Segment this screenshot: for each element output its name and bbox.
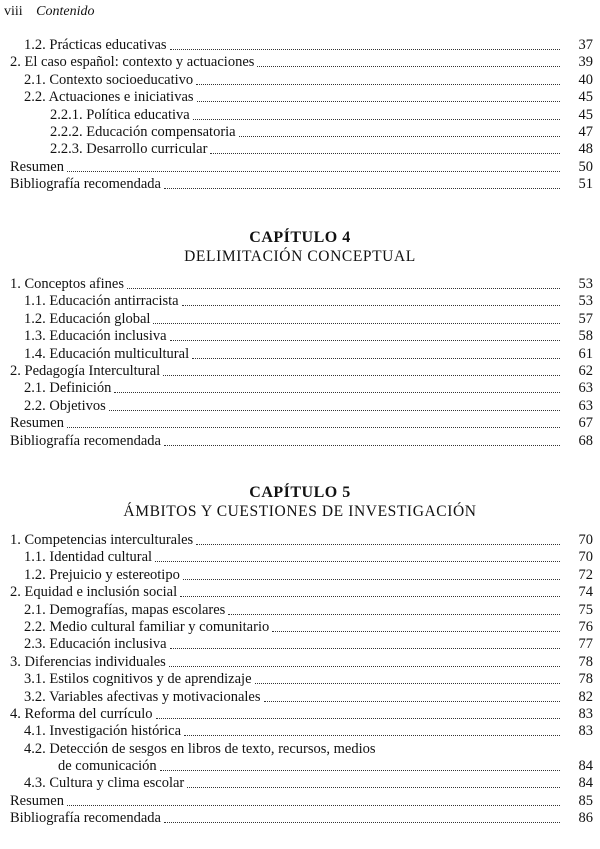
toc-entry-page: 63 <box>578 380 593 397</box>
toc-entry-label: 3.1. Estilos cognitivos y de aprendizaje <box>24 671 252 688</box>
toc-entry-page: 78 <box>578 653 593 670</box>
toc-entry-page: 70 <box>578 532 593 548</box>
toc-entry[interactable] <box>10 689 600 706</box>
dot-leader <box>114 392 560 393</box>
toc-entry[interactable] <box>10 346 600 363</box>
toc-entry-page: 82 <box>578 688 593 705</box>
toc-entry-page: 83 <box>578 705 593 722</box>
toc-entry[interactable] <box>10 293 600 310</box>
toc-entry[interactable] <box>10 380 600 397</box>
toc-entry-label: 2.1. Definición <box>24 380 112 397</box>
toc-entry[interactable] <box>10 723 600 740</box>
toc-entry[interactable] <box>10 532 600 549</box>
chapter-4-subtitle: DELIMITACIÓN CONCEPTUAL <box>184 248 416 265</box>
toc-entry-label: 1.1. Educación antirracista <box>24 293 179 310</box>
toc-entry-label: Resumen <box>10 158 64 175</box>
dot-leader <box>67 805 560 806</box>
toc-entry[interactable] <box>10 37 600 54</box>
dot-leader <box>196 84 560 85</box>
toc-entry[interactable] <box>10 107 600 124</box>
chapter-5-subtitle: ÁMBITOS Y CUESTIONES DE INVESTIGACIÓN <box>123 503 477 520</box>
toc-entry-page: 72 <box>578 566 593 583</box>
toc-entry[interactable] <box>10 758 600 775</box>
toc-entry-label: 2.2.2. Educación compensatoria <box>50 123 236 140</box>
toc-entry-page: 62 <box>578 362 593 379</box>
dot-leader <box>169 666 560 667</box>
toc-entry-label: 2.2. Actuaciones e iniciativas <box>24 89 194 106</box>
toc-entry[interactable] <box>10 398 600 415</box>
toc-entry[interactable] <box>10 54 600 71</box>
toc-entry-label: 4.1. Investigación histórica <box>24 723 182 740</box>
dot-leader <box>160 770 560 771</box>
toc-entry[interactable] <box>10 124 600 141</box>
toc-entry-page: 84 <box>578 758 593 775</box>
toc-entry-label: Bibliografía recomendada <box>10 810 161 827</box>
toc-entry-page: 58 <box>578 328 593 345</box>
toc-entry-page: 57 <box>578 310 593 327</box>
toc-entry-label: 2.2.3. Desarrollo curricular <box>50 141 208 158</box>
toc-entry-page: 37 <box>578 37 593 53</box>
toc-entry-page: 50 <box>578 158 593 175</box>
toc-entry-page: 51 <box>578 176 593 193</box>
toc-entry-label: 1.2. Prejuicio y estereotipo <box>24 566 180 583</box>
toc-entry-label: 3.2. Variables afectivas y motivacionales <box>24 688 261 705</box>
dot-leader <box>164 188 560 189</box>
dot-leader <box>228 614 560 615</box>
toc-entry-page: 45 <box>578 89 593 106</box>
header-running-title: Contenido <box>36 4 95 19</box>
dot-leader <box>192 358 560 359</box>
dot-leader <box>170 648 560 649</box>
chapter-4-heading <box>0 229 600 266</box>
toc-entry-label: 2. El caso español: contexto y actuaciones <box>10 54 255 71</box>
toc-entry[interactable] <box>10 741 600 758</box>
dot-leader <box>197 101 560 102</box>
dot-leader <box>163 375 560 376</box>
toc-entry[interactable] <box>10 433 600 450</box>
toc-entry[interactable] <box>10 671 600 688</box>
toc-entry-label: 1.2. Prácticas educativas <box>24 37 167 53</box>
chapter-5-title: CAPÍTULO 5 <box>249 484 351 501</box>
dot-leader <box>182 305 560 306</box>
toc-entry-label: 4.3. Cultura y clima escolar <box>24 775 185 792</box>
dot-leader <box>164 445 560 446</box>
dot-leader <box>210 153 560 154</box>
toc-entry-label: Bibliografía recomendada <box>10 432 161 449</box>
dot-leader <box>187 787 560 788</box>
toc-entry[interactable] <box>10 176 600 193</box>
toc-entry[interactable] <box>10 415 600 432</box>
toc-entry-page: 53 <box>578 293 593 310</box>
toc-entry[interactable] <box>10 810 600 827</box>
toc-section-chapter-5 <box>10 532 600 828</box>
toc-entry[interactable] <box>10 328 600 345</box>
toc-entry-label: 1.1. Identidad cultural <box>24 549 153 566</box>
toc-entry[interactable] <box>10 141 600 158</box>
toc-entry[interactable] <box>10 793 600 810</box>
toc-entry[interactable] <box>10 72 600 89</box>
toc-entry-page: 74 <box>578 584 593 601</box>
dot-leader <box>184 735 560 736</box>
dot-leader <box>170 340 560 341</box>
toc-entry-label: Bibliografía recomendada <box>10 176 161 193</box>
dot-leader <box>257 66 560 67</box>
toc-entry-label: 2.3. Educación inclusiva <box>24 636 167 653</box>
dot-leader <box>183 579 560 580</box>
toc-entry[interactable] <box>10 363 600 380</box>
toc-entry-page: 84 <box>578 775 593 792</box>
toc-entry[interactable] <box>10 159 600 176</box>
dot-leader <box>109 410 560 411</box>
toc-entry-page: 48 <box>578 141 593 158</box>
dot-leader <box>272 631 560 632</box>
toc-entry-label: 3. Diferencias individuales <box>10 653 166 670</box>
dot-leader <box>239 136 560 137</box>
toc-entry-page: 77 <box>578 636 593 653</box>
toc-entry-page: 67 <box>578 415 593 432</box>
toc-entry-page: 47 <box>578 123 593 140</box>
toc-entry-label: 1.3. Educación inclusiva <box>24 328 167 345</box>
toc-entry[interactable] <box>10 636 600 653</box>
toc-entry-label: 2. Equidad e inclusión social <box>10 584 178 601</box>
dot-leader <box>193 119 560 120</box>
toc-entry[interactable] <box>10 775 600 792</box>
chapter-4-title: CAPÍTULO 4 <box>249 229 351 246</box>
toc-entry[interactable] <box>10 654 600 671</box>
toc-entry-label: 1.2. Educación global <box>24 310 151 327</box>
toc-entry-page: 83 <box>578 723 593 740</box>
toc-entry[interactable] <box>10 89 600 106</box>
toc-entry-label: 1.4. Educación multicultural <box>24 345 190 362</box>
toc-entry-page: 76 <box>578 618 593 635</box>
toc-entry-page: 85 <box>578 792 593 809</box>
chapter-5-heading <box>0 484 600 521</box>
toc-entry-page: 61 <box>578 345 593 362</box>
toc-section-chapter-4 <box>10 276 600 450</box>
toc-entry-page: 78 <box>578 671 593 688</box>
toc-entry-label: 4.2. Detección de sesgos en libros de texto, recursos, medios <box>24 740 376 757</box>
toc-entry-label: 1. Competencias interculturales <box>10 532 194 548</box>
toc-section-previous-chapter <box>10 37 600 194</box>
dot-leader <box>153 323 560 324</box>
toc-entry-label: 2.2.1. Política educativa <box>50 106 190 123</box>
dot-leader <box>264 701 560 702</box>
dot-leader <box>127 288 560 289</box>
toc-entry[interactable] <box>10 567 600 584</box>
toc-entry-page: 86 <box>578 810 593 827</box>
toc-entry[interactable] <box>10 602 600 619</box>
toc-entry[interactable] <box>10 706 600 723</box>
toc-entry-label: 2.2. Objetivos <box>24 397 106 414</box>
toc-entry[interactable] <box>10 311 600 328</box>
dot-leader <box>67 171 560 172</box>
toc-entry-page: 63 <box>578 397 593 414</box>
toc-entry-label: 2.1. Demografías, mapas escolares <box>24 601 226 618</box>
dot-leader <box>67 427 560 428</box>
toc-entry-page: 75 <box>578 601 593 618</box>
toc-entry-page: 68 <box>578 432 593 449</box>
toc-entry-page: 39 <box>578 54 593 71</box>
toc-entry[interactable] <box>10 276 600 293</box>
dot-leader <box>180 596 560 597</box>
dot-leader <box>196 544 560 545</box>
dot-leader <box>164 822 560 823</box>
toc-entry-label: 4. Reforma del currículo <box>10 705 153 722</box>
toc-entry-label: Resumen <box>10 415 64 432</box>
toc-entry-page: 70 <box>578 549 593 566</box>
toc-entry-label: 2.1. Contexto socioeducativo <box>24 71 194 88</box>
toc-entry-label: 1. Conceptos afines <box>10 276 124 292</box>
toc-entry[interactable] <box>10 619 600 636</box>
dot-leader <box>255 683 560 684</box>
dot-leader <box>155 561 560 562</box>
toc-entry-label: Resumen <box>10 792 64 809</box>
header-page-number: viii <box>4 4 23 19</box>
toc-entry-page: 53 <box>578 276 593 292</box>
dot-leader <box>170 49 560 50</box>
dot-leader <box>156 718 560 719</box>
toc-entry[interactable] <box>10 584 600 601</box>
page-header <box>4 4 95 20</box>
toc-entry[interactable] <box>10 549 600 566</box>
toc-entry-page: 40 <box>578 71 593 88</box>
toc-entry-label: 2.2. Medio cultural familiar y comunitario <box>24 618 270 635</box>
toc-entry-label: de comunicación <box>58 758 157 775</box>
toc-entry-page: 45 <box>578 106 593 123</box>
toc-entry-label: 2. Pedagogía Intercultural <box>10 362 161 379</box>
